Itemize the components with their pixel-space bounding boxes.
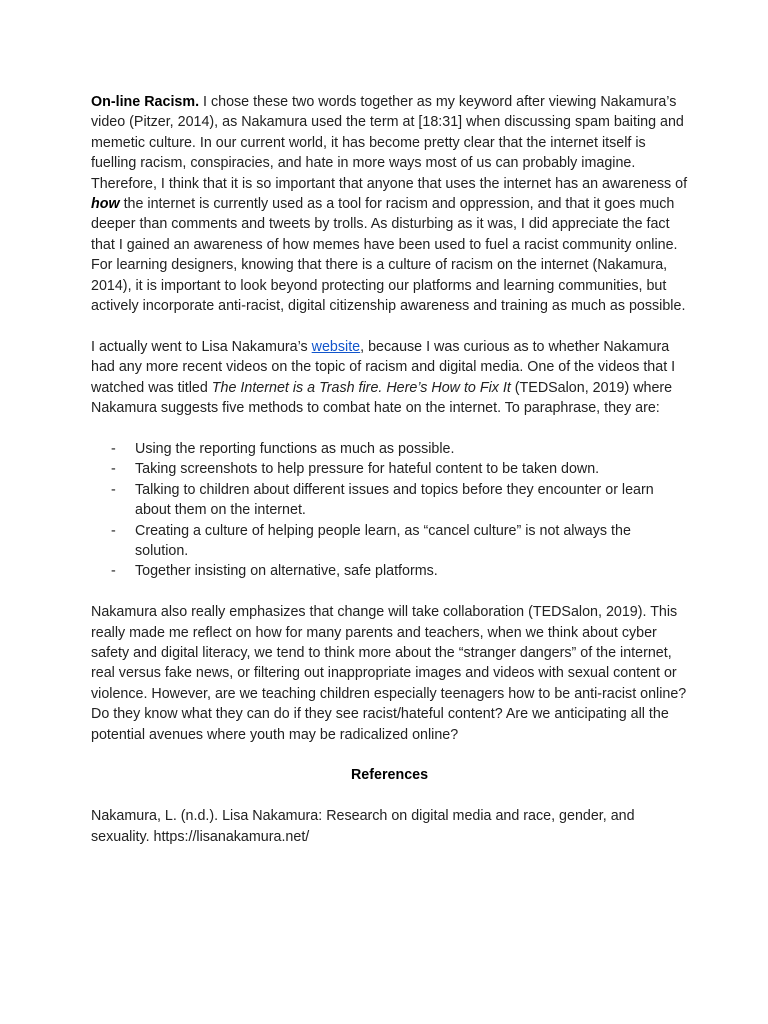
list-item bbox=[91, 521, 688, 562]
paragraph-collaboration bbox=[91, 602, 688, 745]
paragraph-nakamura-website bbox=[91, 337, 688, 419]
video-title: The Internet is a Trash fire. Here’s How to Fix It bbox=[211, 379, 511, 396]
list-item-text: Using the reporting functions as much as possible. bbox=[135, 440, 455, 457]
list-item bbox=[91, 480, 688, 521]
list-item bbox=[91, 459, 688, 479]
paragraph-text: the internet is currently used as a tool for racism and oppression, and that it goes much deeper than comments and tweets by trolls. As disturbing as it was, I did appreciate the fact that I gained an awareness of how memes have been used to fuel a racist community online. For learning designers, knowing that there is a culture of racism on the internet (Nakamura, 2014), it is important to look beyond protecting our platforms and learning communities, but actively incorporate anti-racist, digital citizenship awareness and training as much as possible. bbox=[91, 196, 686, 315]
list-item-text: Taking screenshots to help pressure for hateful content to be taken down. bbox=[135, 461, 600, 478]
paragraph-heading: On-line Racism. bbox=[91, 94, 200, 110]
paragraph-text: I actually went to Lisa Nakamura’s bbox=[91, 338, 312, 355]
paragraph-text: Nakamura also really emphasizes that change will take collaboration (TEDSalon, 2019). This really made me reflect on how for many parents and teachers, when we think about cyber safety and digital literacy, we tend to think more about the “stranger dangers” of the internet, real versus fake news, or filtering out inappropriate images and videos with sexual content or violence. However, are we teaching children especially teenagers how to be anti-racist online? Do they know what they can do if they see racist/hateful content? Are we anticipating all the potential avenues where youth may be radicalized online? bbox=[91, 604, 687, 743]
list-item-text: Creating a culture of helping people learn, as “cancel culture” is not always the solution. bbox=[135, 522, 631, 559]
emphasis-text: how bbox=[91, 196, 120, 213]
paragraph-text: , because I was curious as to whether Nakamura had any more recent videos on the topic of racism and digital media. One of the videos that I watched was titled bbox=[91, 338, 676, 396]
list-item bbox=[91, 439, 688, 459]
references-heading: References bbox=[350, 767, 429, 784]
list-item-text: Together insisting on alternative, safe platforms. bbox=[135, 563, 438, 580]
reference-entry: Nakamura, L. (n.d.). Lisa Nakamura: Research on digital media and race, gender, and sexuality. https://lisanakamura.net/ bbox=[91, 808, 635, 845]
website-link[interactable]: website bbox=[311, 338, 361, 355]
methods-list bbox=[91, 439, 688, 582]
bullet-dash: - bbox=[111, 563, 116, 580]
bullet-dash: - bbox=[111, 481, 116, 498]
list-item bbox=[91, 561, 688, 581]
bullet-dash: - bbox=[111, 440, 116, 457]
bullet-dash: - bbox=[111, 522, 116, 539]
paragraph-online-racism bbox=[91, 92, 688, 316]
paragraph-text: (TEDSalon, 2019) where Nakamura suggests five methods to combat hate on the internet. To paraphrase, they are: bbox=[91, 379, 673, 417]
bullet-dash: - bbox=[111, 461, 116, 478]
list-item-text: Talking to children about different issues and topics before they encounter or learn about them on the internet. bbox=[135, 481, 654, 519]
paragraph-text: I chose these two words together as my keyword after viewing Nakamura’s video (Pitzer, 2014), as Nakamura used the term at [18:31] when discussing spam baiting and memetic culture. In our current world, it has become pretty clear that the internet itself is fuelling racism, conspiracies, and hate in more ways most of us can probably imagine. Therefore, I think that it is so important that anyone that uses the internet has an awareness of bbox=[91, 94, 688, 192]
